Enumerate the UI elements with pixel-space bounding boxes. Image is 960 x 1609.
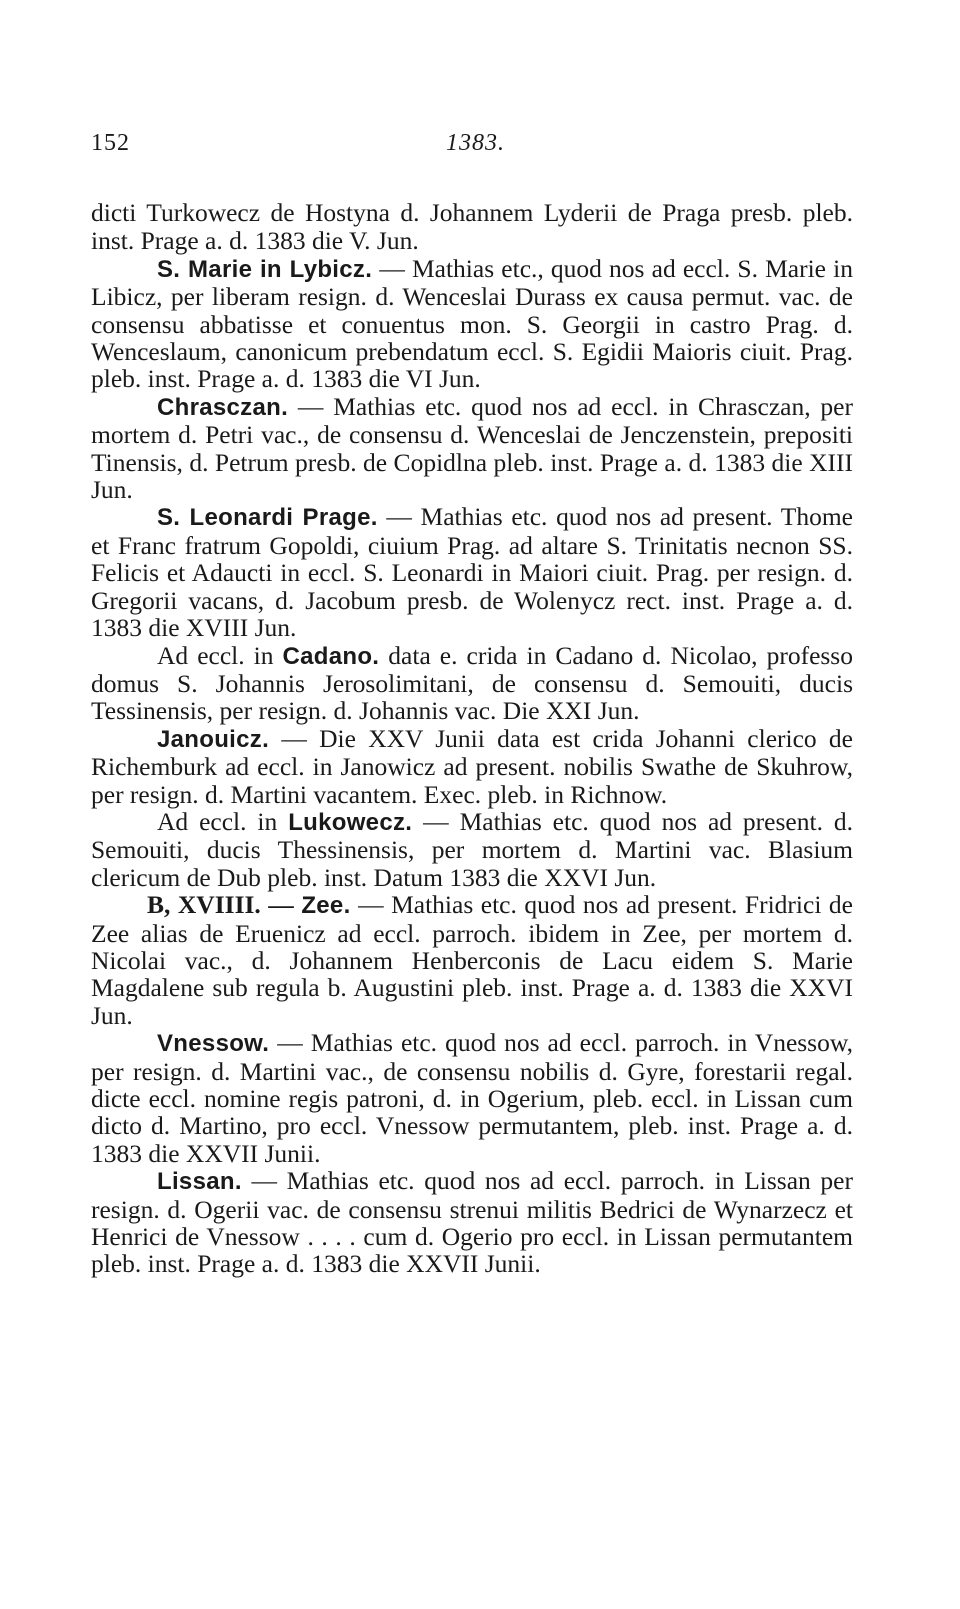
entry-text: data e. crida in Cadano d. Nicolao, professo domus S. Johannis Jerosolimitani, de consensu d. Semouiti, ducis Tessinensis, per resign. d. Johannis vac. Die XXI Jun.: [91, 640, 853, 726]
entry-text: — Mathias etc. quod nos ad present. Thome et Franc fratrum Gopoldi, ciuium Prag. ad altare S. Trinitatis necnon SS. Felicis et Adaucti in eccl. S. Leonardi in Maiori ciuit. Prag. per resign. d. Gregorii vacans, d. Jacobum presb. de Wolenycz rect. inst. Prage a. d. 1383 die XVIII Jun.: [91, 502, 853, 643]
entry-heading: Lukowecz.: [288, 808, 413, 836]
entry-janouicz: [91, 725, 853, 808]
entry-text: — Die XXV Junii data est crida Johanni clerico de Richemburk ad eccl. in Janowicz ad present. nobilis Swathe de Skuhrow, per resign. d. Martini vacantem. Exec. pleb. in Richnow.: [91, 723, 853, 809]
entry-heading: Chrasczan.: [157, 393, 289, 421]
entry-text: — Mathias etc. quod nos ad eccl. in Chrasczan, per mortem d. Petri vac., de consensu d. Wenceslai de Jenczenstein, prepositi Tinensis, d. Petrum presb. de Copidlna pleb. inst. Prage a. d. 1383 die XIII Jun.: [91, 391, 853, 505]
page-number: 152: [91, 130, 130, 156]
entry-text: — Mathias etc., quod nos ad eccl. S. Marie in Libicz, per liberam resign. d. Wenceslai Durass ex causa permut. vac. de consensu abbatisse et conuentus mon. S. Georgii in castro Prag. d. Wenceslaum, canonicum prebendatum eccl. S. Egidii Maioris ciuit. Prag. pleb. inst. Prage a. d. 1383 die VI Jun.: [91, 253, 853, 394]
entry-text: dicti Turkowecz de Hostyna d. Johannem Lyderii de Praga presb. pleb. inst. Prage a. d. 1383 die V. Jun.: [91, 198, 853, 256]
entry-heading: Zee.: [301, 892, 351, 920]
running-year: 1383.: [446, 130, 505, 156]
entry-lead: Ad eccl. in: [157, 640, 283, 670]
entry-lissan: [91, 1167, 853, 1278]
entry-lukowecz: [91, 808, 853, 891]
entry-text: — Mathias etc. quod nos ad eccl. parroch. in Lissan per resign. d. Ogerii vac. de consensu strenui militis Bedrici de Wynarzecz et Henrici de Vnessow . . . . cum d. Ogerio pro eccl. in Lissan permutantem pleb. inst. Prage a. d. 1383 die XXVII Junii.: [91, 1166, 853, 1279]
entry-vnessow: [91, 1029, 853, 1167]
entry-text: — Mathias etc. quod nos ad present. d. Semouiti, ducis Thessinensis, per mortem d. Martini vac. Blasium clericum de Dub pleb. inst. Datum 1383 die XXVI Jun.: [91, 806, 853, 892]
running-head: [91, 130, 853, 166]
entry-heading: S. Leonardi Prage.: [157, 504, 378, 532]
entry-chrasczan: [91, 393, 853, 504]
entry-heading: S. Marie in Lybicz.: [157, 255, 373, 283]
paragraph-continuation: [91, 199, 853, 255]
text-body: [91, 199, 853, 1278]
entry-heading: Lissan.: [157, 1168, 242, 1196]
entry-heading: Vnessow.: [157, 1030, 270, 1058]
entry-lead: B, XVIIII. —: [147, 890, 302, 920]
entry-cadano: [91, 642, 853, 725]
entry-s-leonardi-prage: [91, 503, 853, 641]
entry-zee: [91, 891, 853, 1029]
entry-text: — Mathias etc. quod nos ad eccl. parroch. in Vnessow, per resign. d. Martini vac., de consensu nobilis d. Gyre, forestarii regal. dicte eccl. nomine regis patroni, d. in Ogerium, pleb. eccl. in Lissan cum dicto d. Martino, pro eccl. Vnessow permutantem, pleb. inst. Prage a. d. 1383 die XXVII Junii.: [91, 1028, 853, 1168]
entry-heading: Janouicz.: [157, 725, 270, 753]
entry-text: — Mathias etc. quod nos ad present. Fridrici de Zee alias de Eruenicz ad eccl. parroch. ibidem in Zee, per mortem d. Nicolai vac., d. Johannem Henberconis de Lacu eidem S. Marie Magdalene sub regula b. Augustini pleb. inst. Prage a. d. 1383 die XXVI Jun.: [91, 890, 853, 1030]
entry-s-marie-in-lybicz: [91, 255, 853, 393]
page: [91, 130, 853, 1278]
entry-heading: Cadano.: [282, 642, 380, 670]
entry-lead: Ad eccl. in: [157, 806, 289, 836]
